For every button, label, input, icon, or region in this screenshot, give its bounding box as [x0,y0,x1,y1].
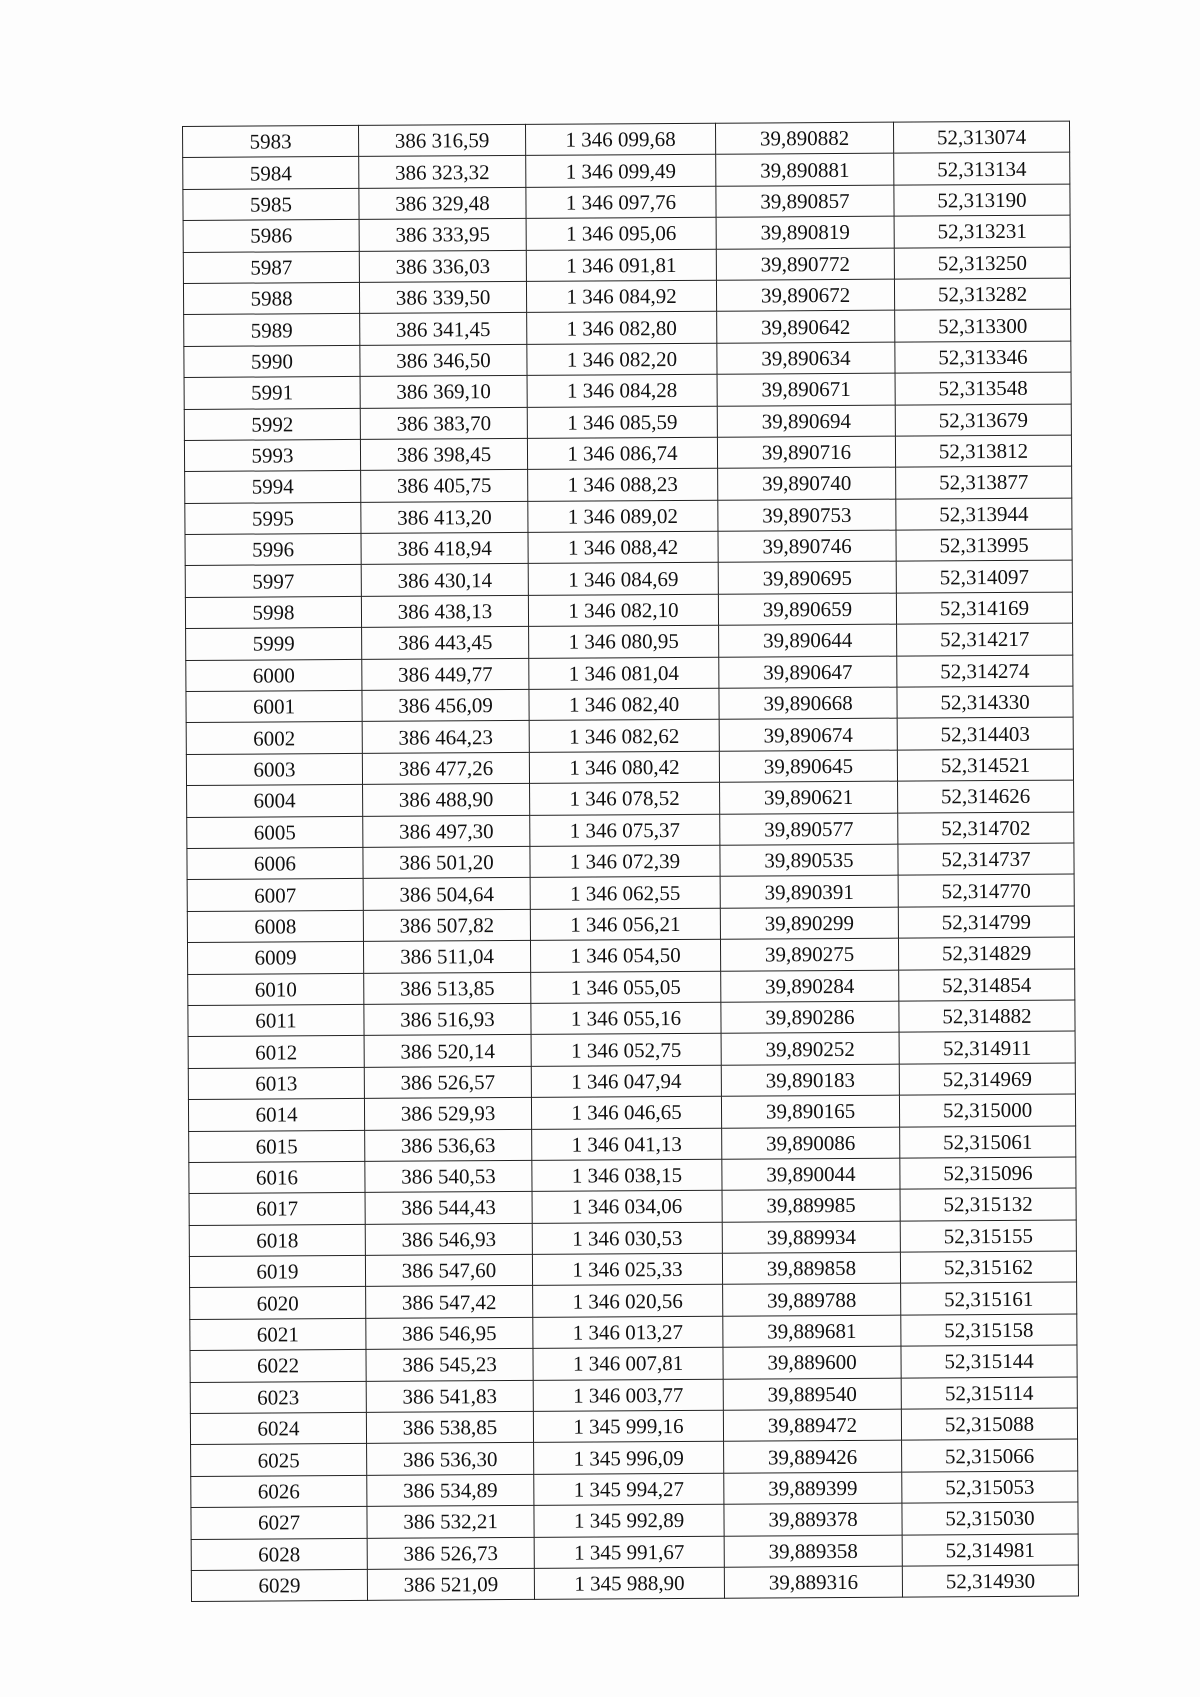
point-number-cell: 6014 [188,1099,364,1131]
latitude-cell: 52,314169 [896,592,1072,624]
y-coordinate-cell: 1 346 086,74 [527,437,717,470]
table-row [187,843,1074,880]
y-coordinate-cell: 1 345 991,67 [534,1536,724,1569]
y-coordinate-cell: 1 346 084,92 [526,280,716,313]
latitude-cell: 52,315161 [901,1283,1077,1315]
longitude-cell: 39,889399 [724,1472,902,1504]
table-row [186,717,1073,754]
longitude-cell: 39,890671 [717,373,895,405]
x-coordinate-cell: 386 547,60 [365,1254,532,1286]
y-coordinate-cell: 1 346 025,33 [532,1253,722,1286]
point-number-cell: 6018 [189,1224,365,1256]
latitude-cell: 52,313679 [895,404,1071,436]
x-coordinate-cell: 386 341,45 [360,313,527,345]
latitude-cell: 52,313190 [894,184,1070,216]
y-coordinate-cell: 1 346 047,94 [531,1065,721,1098]
longitude-cell: 39,889600 [723,1346,901,1378]
y-coordinate-cell: 1 346 081,04 [529,657,719,690]
point-number-cell: 6002 [186,722,362,754]
y-coordinate-cell: 1 346 034,06 [532,1191,722,1224]
y-coordinate-cell: 1 345 999,16 [533,1410,723,1443]
y-coordinate-cell: 1 346 007,81 [533,1347,723,1380]
x-coordinate-cell: 386 546,95 [366,1317,533,1349]
longitude-cell: 39,890634 [717,342,895,374]
y-coordinate-cell: 1 346 038,15 [532,1159,722,1192]
table-row [184,309,1071,346]
point-number-cell: 6029 [191,1569,367,1601]
y-coordinate-cell: 1 346 085,59 [527,406,717,439]
latitude-cell: 52,314403 [897,717,1073,749]
table-row [185,466,1072,503]
point-number-cell: 5988 [183,282,359,314]
x-coordinate-cell: 386 526,57 [364,1066,531,1098]
point-number-cell: 6008 [187,910,363,942]
point-number-cell: 5983 [183,125,359,157]
table-row [188,1000,1075,1037]
longitude-cell: 39,890275 [720,938,898,970]
x-coordinate-cell: 386 413,20 [361,501,528,533]
table-row [188,1094,1075,1131]
longitude-cell: 39,889426 [724,1441,902,1473]
longitude-cell: 39,890819 [716,216,894,248]
table-row [184,372,1071,409]
table-row [186,623,1073,660]
point-number-cell: 6010 [188,973,364,1005]
longitude-cell: 39,890183 [721,1064,899,1096]
latitude-cell: 52,315088 [901,1408,1077,1440]
latitude-cell: 52,314330 [897,686,1073,718]
point-number-cell: 5997 [185,565,361,597]
point-number-cell: 6004 [187,785,363,817]
latitude-cell: 52,314217 [897,623,1073,655]
longitude-cell: 39,890535 [720,844,898,876]
x-coordinate-cell: 386 536,63 [365,1129,532,1161]
latitude-cell: 52,314770 [898,874,1074,906]
x-coordinate-cell: 386 526,73 [367,1537,534,1569]
y-coordinate-cell: 1 345 996,09 [534,1442,724,1475]
point-number-cell: 6019 [189,1255,365,1287]
longitude-cell: 39,890284 [721,970,899,1002]
y-coordinate-cell: 1 346 082,20 [527,343,717,376]
y-coordinate-cell: 1 346 062,55 [530,877,720,910]
latitude-cell: 52,314854 [899,969,1075,1001]
y-coordinate-cell: 1 346 052,75 [531,1034,721,1067]
longitude-cell: 39,890644 [719,624,897,656]
longitude-cell: 39,890086 [722,1127,900,1159]
longitude-cell: 39,890740 [718,467,896,499]
x-coordinate-cell: 386 538,85 [366,1411,533,1443]
table-row [191,1534,1078,1571]
x-coordinate-cell: 386 546,93 [365,1223,532,1255]
longitude-cell: 39,889788 [723,1284,901,1316]
longitude-cell: 39,890391 [720,876,898,908]
point-number-cell: 6012 [188,1036,364,1068]
y-coordinate-cell: 1 346 075,37 [530,814,720,847]
latitude-cell: 52,313877 [896,466,1072,498]
latitude-cell: 52,313282 [894,278,1070,310]
point-number-cell: 6023 [190,1381,366,1413]
longitude-cell: 39,889934 [722,1221,900,1253]
longitude-cell: 39,890645 [719,750,897,782]
longitude-cell: 39,889681 [723,1315,901,1347]
table-row [185,529,1072,566]
x-coordinate-cell: 386 536,30 [367,1443,534,1475]
y-coordinate-cell: 1 346 020,56 [533,1285,723,1318]
y-coordinate-cell: 1 346 089,02 [528,500,718,533]
point-number-cell: 6022 [190,1350,366,1382]
table-row [190,1408,1077,1445]
x-coordinate-cell: 386 488,90 [363,784,530,816]
table-row [189,1251,1076,1288]
point-number-cell: 6020 [190,1287,366,1319]
latitude-cell: 52,315053 [902,1471,1078,1503]
longitude-cell: 39,890252 [721,1032,899,1064]
table-row [183,215,1070,252]
longitude-cell: 39,889358 [724,1535,902,1567]
point-number-cell: 5985 [183,188,359,220]
coordinates-table-body [183,121,1079,1602]
point-number-cell: 5990 [184,345,360,377]
latitude-cell: 52,313074 [893,121,1069,153]
latitude-cell: 52,313250 [894,247,1070,279]
x-coordinate-cell: 386 323,32 [359,156,526,188]
y-coordinate-cell: 1 346 082,80 [527,312,717,345]
y-coordinate-cell: 1 346 095,06 [526,217,716,250]
table-row [185,498,1072,535]
longitude-cell: 39,890695 [718,562,896,594]
x-coordinate-cell: 386 369,10 [360,376,527,408]
latitude-cell: 52,313134 [894,152,1070,184]
longitude-cell: 39,890659 [718,593,896,625]
latitude-cell: 52,315158 [901,1314,1077,1346]
table-row [191,1502,1078,1539]
longitude-cell: 39,889858 [722,1252,900,1284]
table-row [185,561,1072,598]
table-row [186,686,1073,723]
table-row [187,780,1074,817]
table-row [185,592,1072,629]
table-row [189,1220,1076,1257]
latitude-cell: 52,313548 [895,372,1071,404]
y-coordinate-cell: 1 345 992,89 [534,1504,724,1537]
longitude-cell: 39,890044 [722,1158,900,1190]
table-row [187,906,1074,943]
table-row [189,1188,1076,1225]
x-coordinate-cell: 386 544,43 [365,1192,532,1224]
longitude-cell: 39,890881 [716,154,894,186]
latitude-cell: 52,314829 [898,937,1074,969]
latitude-cell: 52,314799 [898,906,1074,938]
x-coordinate-cell: 386 513,85 [364,972,531,1004]
table-row [191,1565,1078,1602]
longitude-cell: 39,889378 [724,1503,902,1535]
point-number-cell: 5998 [185,596,361,628]
table-row [190,1377,1077,1414]
table-row [190,1283,1077,1320]
point-number-cell: 5992 [184,408,360,440]
latitude-cell: 52,313995 [896,529,1072,561]
x-coordinate-cell: 386 507,82 [363,909,530,941]
table-row [183,247,1070,284]
y-coordinate-cell: 1 346 080,95 [529,625,719,658]
table-row [190,1345,1077,1382]
point-number-cell: 6001 [186,690,362,722]
table-row [187,937,1074,974]
longitude-cell: 39,890299 [720,907,898,939]
y-coordinate-cell: 1 346 080,42 [529,751,719,784]
point-number-cell: 6028 [191,1538,367,1570]
y-coordinate-cell: 1 346 041,13 [532,1128,722,1161]
latitude-cell: 52,313944 [896,498,1072,530]
point-number-cell: 6011 [188,1004,364,1036]
latitude-cell: 52,315061 [900,1126,1076,1158]
latitude-cell: 52,314911 [899,1031,1075,1063]
point-number-cell: 5986 [183,220,359,252]
latitude-cell: 52,315000 [899,1094,1075,1126]
y-coordinate-cell: 1 346 046,65 [531,1096,721,1129]
latitude-cell: 52,315066 [902,1439,1078,1471]
y-coordinate-cell: 1 346 078,52 [530,782,720,815]
longitude-cell: 39,890642 [717,310,895,342]
table-row [190,1314,1077,1351]
point-number-cell: 5996 [185,533,361,565]
x-coordinate-cell: 386 511,04 [363,941,530,973]
table-row [187,812,1074,849]
longitude-cell: 39,890286 [721,1001,899,1033]
table-row [184,404,1071,441]
longitude-cell: 39,890716 [717,436,895,468]
latitude-cell: 52,314882 [899,1000,1075,1032]
x-coordinate-cell: 386 477,26 [362,752,529,784]
y-coordinate-cell: 1 346 003,77 [533,1379,723,1412]
x-coordinate-cell: 386 516,93 [364,1003,531,1035]
x-coordinate-cell: 386 430,14 [361,564,528,596]
y-coordinate-cell: 1 346 097,76 [526,186,716,219]
latitude-cell: 52,314930 [902,1565,1078,1597]
y-coordinate-cell: 1 346 030,53 [532,1222,722,1255]
table-row [189,1126,1076,1163]
latitude-cell: 52,315144 [901,1345,1077,1377]
point-number-cell: 6016 [189,1161,365,1193]
table-row [183,278,1070,315]
coordinates-table [182,121,1079,1603]
latitude-cell: 52,314981 [902,1534,1078,1566]
point-number-cell: 6015 [189,1130,365,1162]
table-row [186,749,1073,786]
x-coordinate-cell: 386 521,09 [367,1568,534,1600]
longitude-cell: 39,890165 [721,1095,899,1127]
y-coordinate-cell: 1 346 084,28 [527,374,717,407]
point-number-cell: 5999 [186,628,362,660]
x-coordinate-cell: 386 532,21 [367,1506,534,1538]
y-coordinate-cell: 1 346 099,49 [526,155,716,188]
point-number-cell: 5984 [183,157,359,189]
point-number-cell: 6009 [187,942,363,974]
latitude-cell: 52,315155 [900,1220,1076,1252]
longitude-cell: 39,890577 [720,813,898,845]
point-number-cell: 6007 [187,879,363,911]
x-coordinate-cell: 386 541,83 [366,1380,533,1412]
latitude-cell: 52,314737 [898,843,1074,875]
x-coordinate-cell: 386 333,95 [359,219,526,251]
y-coordinate-cell: 1 346 055,05 [531,971,721,1004]
point-number-cell: 6013 [188,1067,364,1099]
longitude-cell: 39,889316 [724,1566,902,1598]
longitude-cell: 39,890621 [720,781,898,813]
x-coordinate-cell: 386 438,13 [361,595,528,627]
longitude-cell: 39,890672 [716,279,894,311]
latitude-cell: 52,315114 [901,1377,1077,1409]
latitude-cell: 52,315030 [902,1502,1078,1534]
x-coordinate-cell: 386 464,23 [362,721,529,753]
table-row [189,1157,1076,1194]
latitude-cell: 52,313812 [895,435,1071,467]
longitude-cell: 39,890647 [719,656,897,688]
x-coordinate-cell: 386 545,23 [366,1349,533,1381]
y-coordinate-cell: 1 345 994,27 [534,1473,724,1506]
longitude-cell: 39,890753 [718,499,896,531]
latitude-cell: 52,315132 [900,1188,1076,1220]
x-coordinate-cell: 386 529,93 [364,1097,531,1129]
longitude-cell: 39,890857 [716,185,894,217]
longitude-cell: 39,889540 [723,1378,901,1410]
latitude-cell: 52,314097 [896,561,1072,593]
x-coordinate-cell: 386 418,94 [361,532,528,564]
longitude-cell: 39,890882 [715,122,893,154]
point-number-cell: 6006 [187,847,363,879]
y-coordinate-cell: 1 346 055,16 [531,1002,721,1035]
x-coordinate-cell: 386 497,30 [363,815,530,847]
point-number-cell: 6017 [189,1193,365,1225]
x-coordinate-cell: 386 449,77 [362,658,529,690]
point-number-cell: 5995 [185,502,361,534]
y-coordinate-cell: 1 346 088,23 [528,469,718,502]
x-coordinate-cell: 386 346,50 [360,344,527,376]
x-coordinate-cell: 386 501,20 [363,846,530,878]
point-number-cell: 6021 [190,1318,366,1350]
latitude-cell: 52,314521 [897,749,1073,781]
y-coordinate-cell: 1 346 088,42 [528,531,718,564]
table-row [191,1471,1078,1508]
x-coordinate-cell: 386 398,45 [360,438,527,470]
table-row [188,1031,1075,1068]
y-coordinate-cell: 1 346 082,10 [528,594,718,627]
table-row [183,152,1070,189]
x-coordinate-cell: 386 520,14 [364,1035,531,1067]
x-coordinate-cell: 386 383,70 [360,407,527,439]
point-number-cell: 5993 [184,439,360,471]
longitude-cell: 39,890668 [719,687,897,719]
point-number-cell: 5991 [184,377,360,409]
latitude-cell: 52,314274 [897,655,1073,687]
point-number-cell: 6005 [187,816,363,848]
point-number-cell: 6025 [191,1444,367,1476]
latitude-cell: 52,314702 [898,812,1074,844]
y-coordinate-cell: 1 346 072,39 [530,845,720,878]
longitude-cell: 39,889472 [723,1409,901,1441]
y-coordinate-cell: 1 346 013,27 [533,1316,723,1349]
point-number-cell: 5994 [185,471,361,503]
point-number-cell: 6026 [191,1475,367,1507]
table-row [184,341,1071,378]
point-number-cell: 5989 [184,314,360,346]
y-coordinate-cell: 1 346 099,68 [525,123,715,156]
longitude-cell: 39,890772 [716,248,894,280]
x-coordinate-cell: 386 329,48 [359,187,526,219]
longitude-cell: 39,889985 [722,1189,900,1221]
table-row [186,655,1073,692]
latitude-cell: 52,313231 [894,215,1070,247]
x-coordinate-cell: 386 336,03 [359,250,526,282]
table-row [187,874,1074,911]
longitude-cell: 39,890674 [719,719,897,751]
x-coordinate-cell: 386 540,53 [365,1160,532,1192]
x-coordinate-cell: 386 405,75 [361,470,528,502]
latitude-cell: 52,315162 [900,1251,1076,1283]
y-coordinate-cell: 1 346 054,50 [530,939,720,972]
longitude-cell: 39,890694 [717,405,895,437]
latitude-cell: 52,314626 [898,780,1074,812]
latitude-cell: 52,313346 [895,341,1071,373]
y-coordinate-cell: 1 346 082,62 [529,720,719,753]
x-coordinate-cell: 386 443,45 [362,627,529,659]
x-coordinate-cell: 386 456,09 [362,689,529,721]
point-number-cell: 6003 [186,753,362,785]
table-row [188,1063,1075,1100]
x-coordinate-cell: 386 339,50 [359,281,526,313]
point-number-cell: 6000 [186,659,362,691]
x-coordinate-cell: 386 316,59 [358,124,525,156]
y-coordinate-cell: 1 346 084,69 [528,563,718,596]
y-coordinate-cell: 1 346 082,40 [529,688,719,721]
table-row [184,435,1071,472]
point-number-cell: 6027 [191,1507,367,1539]
x-coordinate-cell: 386 504,64 [363,878,530,910]
point-number-cell: 6024 [190,1412,366,1444]
x-coordinate-cell: 386 534,89 [367,1474,534,1506]
table-row [183,121,1070,158]
table-row [188,969,1075,1006]
latitude-cell: 52,314969 [899,1063,1075,1095]
y-coordinate-cell: 1 346 056,21 [530,908,720,941]
x-coordinate-cell: 386 547,42 [366,1286,533,1318]
table-row [191,1439,1078,1476]
latitude-cell: 52,315096 [900,1157,1076,1189]
point-number-cell: 5987 [183,251,359,283]
y-coordinate-cell: 1 346 091,81 [526,249,716,282]
latitude-cell: 52,313300 [895,309,1071,341]
longitude-cell: 39,890746 [718,530,896,562]
y-coordinate-cell: 1 345 988,90 [534,1567,724,1600]
table-row [183,184,1070,221]
